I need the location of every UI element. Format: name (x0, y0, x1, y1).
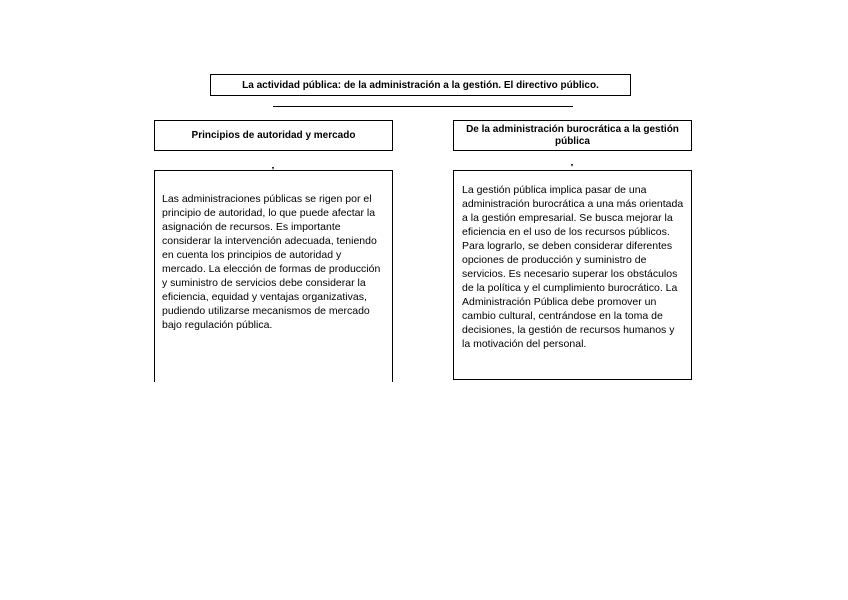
right-heading-box (453, 120, 692, 151)
left-heading-box (154, 120, 393, 151)
left-content-box (154, 170, 393, 382)
diagram-title-box (210, 74, 631, 96)
right-arrow-icon (571, 164, 573, 167)
left-heading: Principios de autoridad y mercado (191, 129, 356, 141)
diagram-title: La actividad pública: de la administración a la gestión. El directivo público. (242, 79, 599, 91)
right-content-text: La gestión pública implica pasar de una administración burocrática a una más orientada a la gestión empresarial. Se busca mejorar la eficiencia en el uso de los recursos públicos. Para lograrlo, se deben considerar diferentes opciones de producción y suministro de servicios. Es necesario superar los obstáculos de la política y el cumplimiento burocrático. La Administración Pública debe promover un cambio cultural, centrándose en la toma de decisiones, la gestión de recursos humanos y la motivación del personal. (462, 184, 684, 350)
right-heading: De la administración burocrática a la gestión pública (466, 123, 679, 147)
right-content-box (453, 170, 692, 380)
branch-connector-line (273, 106, 573, 107)
left-content-text: Las administraciones públicas se rigen por el principio de autoridad, lo que puede afectar la asignación de recursos. Es importante considerar la intervención adecuada, teniendo en cuenta los principios de autoridad y mercado. La elección de formas de producción y suministro de servicios debe considerar la eficiencia, equidad y ventajas organizativas, pudiendo utilizarse mecanismos de mercado bajo regulación pública. (162, 193, 381, 331)
